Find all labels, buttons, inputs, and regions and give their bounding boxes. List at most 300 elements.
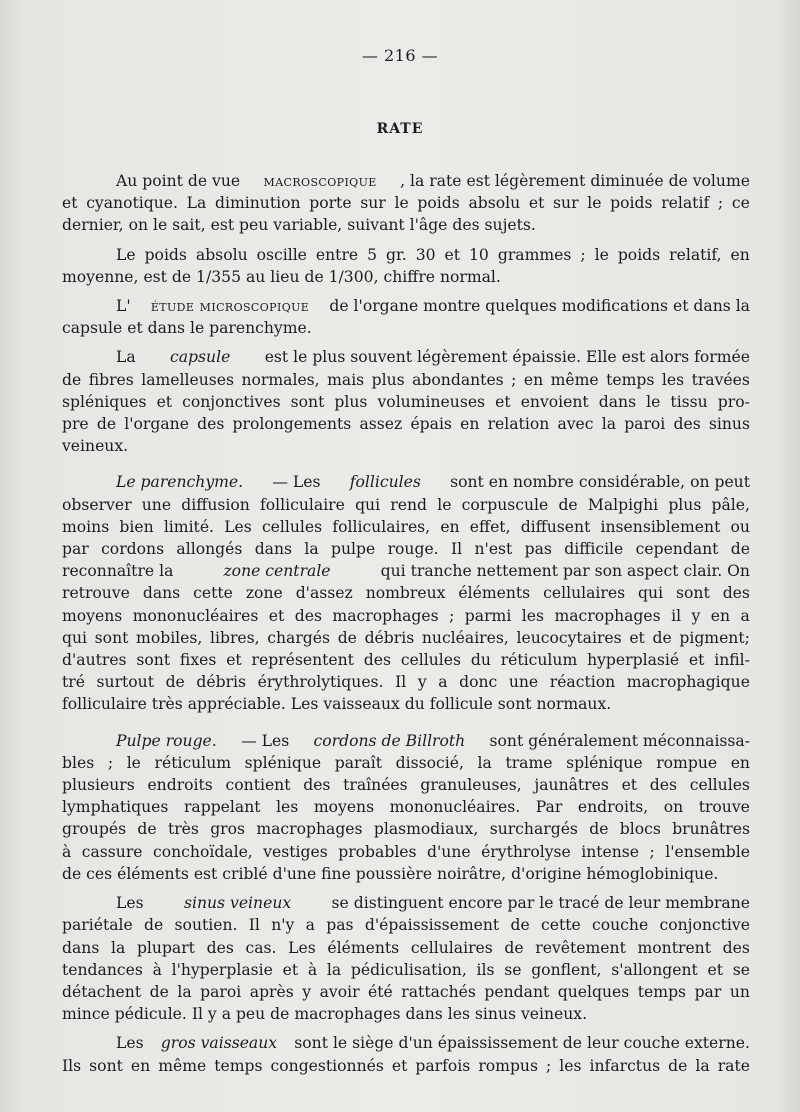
word: effet, [469,517,511,536]
word: oscille [256,245,307,264]
text-run: folliculaire très appréciable. Les vaisseaux du follicule sont normaux. [62,695,612,714]
word: poids [617,245,661,264]
word: l'organe [124,415,189,434]
text-run [62,796,750,818]
word: qui [355,495,381,514]
word: et [495,392,511,411]
word: endroits, [577,798,649,817]
text-run: de l'organe montre quelques modifications et dans la [329,297,750,316]
text-run [62,605,750,627]
word: macrophagique [626,673,750,692]
word: très [167,820,199,839]
word: corpuscule [461,495,549,514]
word: il [671,606,682,625]
word: de [730,540,750,559]
word: des [673,415,701,434]
word: de [504,938,524,957]
word: Le [116,245,136,264]
word: la [477,753,492,772]
word: éléments [458,584,531,603]
word: 5 [367,245,378,264]
word: dans [254,540,293,559]
text-run [62,369,750,391]
word: tré [62,673,85,692]
text-run [62,516,750,538]
small-caps-term: macroscopique [263,172,377,190]
word: y [302,982,312,1001]
word: même [158,1056,207,1075]
word: leucocytaires [516,628,622,647]
paragraph-weight [62,244,750,288]
word: moins [62,517,110,536]
word: été [368,982,393,1001]
text-line [62,892,750,914]
text-run [62,752,750,774]
word: après [249,982,294,1001]
word: des [206,938,234,957]
word: de [510,916,530,935]
word: Il [248,916,260,935]
word: plasmodiaux, [373,820,479,839]
text-line [62,582,750,604]
text-run: — Les [241,731,290,750]
text-line [62,1032,750,1054]
word: traînées [343,776,408,795]
word: sont [94,628,129,647]
word: lamelleuses [141,370,235,389]
word: bien [119,517,154,536]
word: revêtement [535,938,626,957]
word: Il [395,673,407,692]
word: folliculaires, [332,517,431,536]
word: le [126,753,141,772]
word: infarctus [589,1056,661,1075]
word: pédiculisation, [350,960,467,979]
word: et [62,194,78,213]
text-run: reconnaître la [62,562,174,581]
word: ; [546,1056,552,1075]
text-run [62,538,750,560]
word: prolongements [232,415,352,434]
word: a [740,606,750,625]
word: ; [107,753,114,772]
word: travées [691,370,750,389]
word: paroi [624,415,666,434]
text-line [62,959,750,981]
word: plus [334,392,368,411]
word: se [504,960,522,979]
word: de [149,982,169,1001]
text-line [62,516,750,538]
word: et [268,606,285,625]
word: et [688,651,705,670]
text-run: qui tranche nettement par son aspect clair. On [380,562,750,581]
text-run: sont en nombre considérable, on peut [450,473,750,492]
text-line [62,730,750,752]
word: cyanotique. [86,194,178,213]
paragraph-red-pulp [62,730,750,885]
word: érythrolytiques. [257,673,384,692]
word: conjonctive [659,916,750,935]
word: par [62,540,89,559]
word: représentent [251,651,354,670]
word: les [559,1056,582,1075]
word: porte [309,194,352,213]
text-line [62,266,750,288]
word: des [722,584,750,603]
text-run [62,841,750,863]
text-line [62,774,750,796]
paragraph-capsule [62,346,750,457]
word: parmi [464,606,512,625]
word: à [307,960,318,979]
word: normales, [241,370,320,389]
word: rompus [478,1056,538,1075]
word: quelques [557,982,630,1001]
text-line [62,170,750,192]
word: et [391,1056,408,1075]
word: contient [225,776,291,795]
word: pâle, [711,495,750,514]
word: conjonctives [182,392,281,411]
italic-term: follicules [349,473,421,492]
word: pas [524,540,552,559]
word: diminution [215,194,301,213]
word: l'hyperplasie [171,960,273,979]
word: qui [62,628,88,647]
word: vestiges [263,842,328,861]
word: des [649,776,678,795]
italic-term: capsule [170,348,231,367]
word: ; [511,370,517,389]
word: de [652,628,672,647]
word: des [294,606,322,625]
word: tissu [670,392,708,411]
text-line [62,494,750,516]
word: mais [327,370,365,389]
word: on [663,798,684,817]
text-line [62,214,750,236]
word: n'est [474,540,513,559]
word: jaunâtres [534,776,609,795]
word: rattachés [401,982,476,1001]
word: absolu [195,245,248,264]
word: détachent [62,982,142,1001]
word: les [521,606,544,625]
word: la [304,540,319,559]
word: avoir [319,982,360,1001]
text-run [62,959,750,981]
word: le [587,194,602,213]
text-run: Les [116,894,144,913]
word: cellules [261,517,323,536]
word: cependant [635,540,719,559]
word: macrophages [256,820,363,839]
paragraph-large-vessels [62,1032,750,1076]
word: le [394,194,409,213]
word: pendant [484,982,550,1001]
word: pre [62,415,89,434]
text-run [62,937,750,959]
word: se [732,960,750,979]
text-run: , la rate est légèrement diminuée de volume [400,172,750,190]
word: sont [89,1056,123,1075]
paragraph-microscopic [62,295,750,339]
text-line [62,818,750,840]
word: pulpe [331,540,376,559]
word: congestionnés [270,1056,384,1075]
word: gros [210,820,246,839]
text-run [62,774,750,796]
text-line [62,605,750,627]
text-line [62,192,750,214]
word: mononucléaires [132,606,259,625]
text-run [62,582,750,604]
word: 30 [415,245,436,264]
word: nucléaires, [421,628,509,647]
word: le [646,392,661,411]
word: des [303,776,331,795]
word: de [337,628,357,647]
word: gr. [386,245,407,264]
word: pariétale [62,916,133,935]
word: probables [338,842,417,861]
word: poids [144,245,187,264]
text-run [62,981,750,1003]
text-run [62,192,750,214]
word: envoient [520,392,589,411]
word: volumineuses [377,392,486,411]
word: plus [371,370,405,389]
word: retrouve [62,584,130,603]
word: gonflent, [531,960,602,979]
word: et [226,651,242,670]
word: moyens [313,798,375,817]
text-line [62,295,750,317]
word: sur [360,194,386,213]
word: ; [580,245,586,264]
section-title: RATE [376,121,424,137]
word: de [668,1056,688,1075]
word: spléniques [62,392,147,411]
text-line [62,346,750,368]
word: observer [62,495,132,514]
word: cellulaires [410,938,493,957]
word: zone [245,584,283,603]
word: fixes [179,651,217,670]
word: par [694,982,722,1001]
word: des [722,938,750,957]
word: cellulaires [543,584,626,603]
word: nombreux [365,584,446,603]
text-line [62,369,750,391]
word: cette [540,916,581,935]
word: splénique [566,753,643,772]
word: couche [592,916,649,935]
word: Il [450,540,463,559]
text-line [62,413,750,435]
word: trame [505,753,553,772]
word: et [621,776,638,795]
word: Les [224,517,252,536]
word: sinus [708,415,750,434]
word: y [417,673,427,692]
word: insensiblement [600,517,721,536]
word: et [444,245,461,264]
word: rappelant [183,798,261,817]
text-run [62,671,750,693]
italic-term: cordons de Billroth [313,731,466,750]
word: trouve [698,798,750,817]
word: débris [364,628,415,647]
word: dans [142,584,181,603]
word: la [110,938,126,957]
word: pigment; [679,628,750,647]
word: et [282,960,299,979]
word: pro- [717,392,750,411]
word: conchoïdale, [153,842,253,861]
word: Ils [62,1056,82,1075]
text-run [62,627,750,649]
text-run: mince pédicule. Il y a peu de macrophages dans les sinus veineux. [62,1005,588,1024]
word: macrophages [554,606,661,625]
word: diffusent [520,517,591,536]
word: en [440,517,460,536]
word: dissocié, [395,753,464,772]
text-run [62,391,750,413]
word: allongés [176,540,243,559]
italic-term: gros vaisseaux [160,1034,278,1053]
word: fibres [88,370,134,389]
text-line [62,627,750,649]
word: infil- [714,651,750,670]
word: rate [717,1056,750,1075]
word: réaction [549,673,616,692]
text-run [62,413,750,435]
word: réticulum [154,753,232,772]
word: sont [136,651,171,670]
word: cordons [101,540,165,559]
text-run: sont le siège d'un épaississement de leur couche externe. [294,1034,750,1053]
page-number: — 216 — [361,46,439,65]
text-run: La [116,348,136,367]
text-line [62,796,750,818]
word: plusieurs [62,776,135,795]
text-run: est le plus souvent légèrement épaissie. Elle est alors formée [264,348,750,367]
text-line [62,317,750,339]
word: absolu [468,194,521,213]
word: sont [676,584,710,603]
word: en [523,370,544,389]
word: de [558,495,578,514]
word: Les [288,938,316,957]
word: rompue [656,753,718,772]
word: érythrolyse [481,842,571,861]
text-line [62,435,750,457]
word: de [144,916,164,935]
word: sur [553,194,579,213]
word: de [96,415,117,434]
word: poids [610,194,653,213]
paragraph-venous-sinuses [62,892,750,1025]
word: même [550,370,599,389]
text-line [62,937,750,959]
word: mobiles, [136,628,203,647]
word: et [707,960,723,979]
word: relatif [661,194,710,213]
word: la [601,415,616,434]
word: difficile [564,540,624,559]
word: pas [326,916,354,935]
word: splénique [244,753,322,772]
text-line [62,244,750,266]
text-run: de ces éléments est criblé d'une fine poussière noirâtre, d'origine hémoglobinique. [62,864,719,883]
word: s'allongent [611,960,698,979]
word: ; [649,842,655,861]
word: moyens [62,606,123,625]
word: a [305,916,315,935]
word: a [438,673,448,692]
word: Malpighi [587,495,659,514]
word: donc [459,673,498,692]
word: d'épaississement [364,916,500,935]
word: la [177,982,192,1001]
text-run: L' [116,297,131,316]
word: Par [535,798,563,817]
text-run: dernier, on le sait, est peu variable, suivant l'âge des sujets. [62,216,536,235]
text-line [62,981,750,1003]
text-run [62,494,750,516]
word: cellules [689,776,750,795]
word: folliculaire [260,495,345,514]
word: les [276,798,299,817]
text-run [62,1055,750,1077]
text-line [62,671,750,693]
word: en [710,606,731,625]
word: une [508,673,539,692]
word: de [589,820,609,839]
word: soutien. [174,916,238,935]
text-line [62,538,750,560]
text-run: sont généralement méconnaissa- [489,731,750,750]
word: de [165,673,185,692]
word: d'assez [295,584,353,603]
word: hyperplasié [587,651,680,670]
word: ce [731,194,750,213]
word: n'y [271,916,295,935]
word: une [141,495,172,514]
word: groupés [62,820,127,839]
word: cellules [400,651,462,670]
text-run: Les [116,1034,144,1053]
word: épais [410,415,452,434]
word: limité. [163,517,215,536]
word: en [130,1056,151,1075]
word: diffusion [181,495,250,514]
text-line [62,841,750,863]
word: et [528,194,545,213]
word: relatif, [669,245,722,264]
word: des [363,651,391,670]
word: le [437,495,452,514]
word: dans [598,392,637,411]
word: relation [487,415,550,434]
word: ; [717,194,724,213]
text-line [62,863,750,885]
word: et [629,628,645,647]
word: paroi [200,982,242,1001]
word: macrophages [332,606,439,625]
